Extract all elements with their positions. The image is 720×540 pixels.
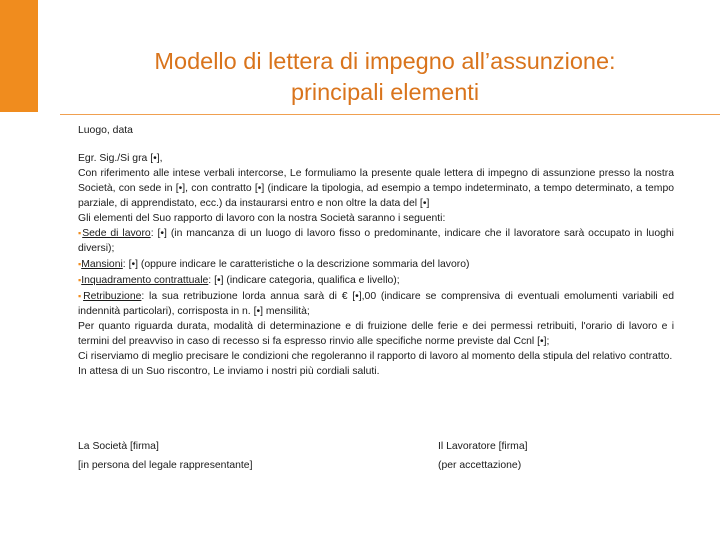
- company-representative: [in persona del legale rappresentante]: [78, 460, 253, 471]
- letter-body: [78, 124, 674, 380]
- duration-paragraph: Per quanto riguarda durata, modalità di determinazione e di fruizione delle ferie e dei permessi retribuiti, l'orario di lavoro e i termini del preavviso in caso di recesso si fa espresso rinvio alle specifiche norme previste dal Ccnl [•];: [78, 320, 674, 347]
- intro-paragraph: Con riferimento alle intese verbali intercorse, Le formuliamo la presente quale lettera di impegno di assunzione presso la nostra Società, con sede in [•], con contratto [•] (indicare la tipologia, ad esempio a tempo indeterminato, a tempo determinato, a tempo parziale, di apprendistato, ecc.) da instaurarsi entro e non oltre la data del [•]: [78, 167, 674, 209]
- item-text: : [•] (oppure indicare le caratteristiche o la descrizione sommaria del lavoro): [122, 259, 470, 271]
- item-text: : [•] (indicare categoria, qualifica e livello);: [208, 275, 400, 287]
- item-label: Retribuzione: [83, 291, 142, 303]
- bullet-icon: ▪: [78, 259, 82, 270]
- company-signature: [78, 437, 252, 475]
- salutation: Egr. Sig./Si gra [•],: [78, 152, 163, 164]
- title-line-2: principali elementi: [290, 79, 480, 105]
- item-label: Inquadramento contrattuale: [81, 275, 209, 287]
- item-label: Mansioni: [81, 259, 123, 271]
- bullet-icon: ▪: [78, 291, 84, 302]
- place-date: Luogo, data: [78, 125, 133, 136]
- worker-signature: [438, 437, 528, 475]
- title-line-1: Modello di lettera di impegno all’assunzione:: [154, 48, 616, 74]
- bullet-icon: ▪: [78, 275, 82, 286]
- item-text: : [•] (in mancanza di un luogo di lavoro fisso o predominante, indicare che il lavoratore sarà occupato in luoghi diversi);: [78, 228, 674, 255]
- reserve-paragraph: Ci riserviamo di meglio precisare le condizioni che regoleranno il rapporto di lavoro al momento della stipula del relativo contratto.: [78, 350, 673, 362]
- worker-acceptance: (per accettazione): [438, 460, 522, 471]
- list-item-retribuzione: [78, 289, 674, 320]
- list-item-sede: [78, 226, 674, 257]
- list-item-mansioni: [78, 257, 674, 273]
- item-label: Sede di lavoro: [82, 228, 151, 240]
- slide-title: [60, 46, 710, 108]
- worker-signature-line: Il Lavoratore [firma]: [438, 441, 528, 452]
- bullet-icon: ▪: [78, 228, 83, 239]
- accent-bar: [0, 0, 38, 112]
- item-text: : la sua retribuzione lorda annua sarà di € [•],00 (indicare se comprensiva di eventuali emolumenti variabili ed indennità particolari), corrisposta in n. [•] mensilità;: [78, 291, 674, 317]
- title-divider: [60, 114, 720, 115]
- closing-paragraph: In attesa di un Suo riscontro, Le inviamo i nostri più cordiali saluti.: [78, 365, 380, 377]
- list-item-inquadramento: [78, 273, 674, 289]
- company-signature-line: La Società [firma]: [78, 441, 159, 452]
- elements-intro: Gli elementi del Suo rapporto di lavoro con la nostra Società saranno i seguenti:: [78, 212, 446, 224]
